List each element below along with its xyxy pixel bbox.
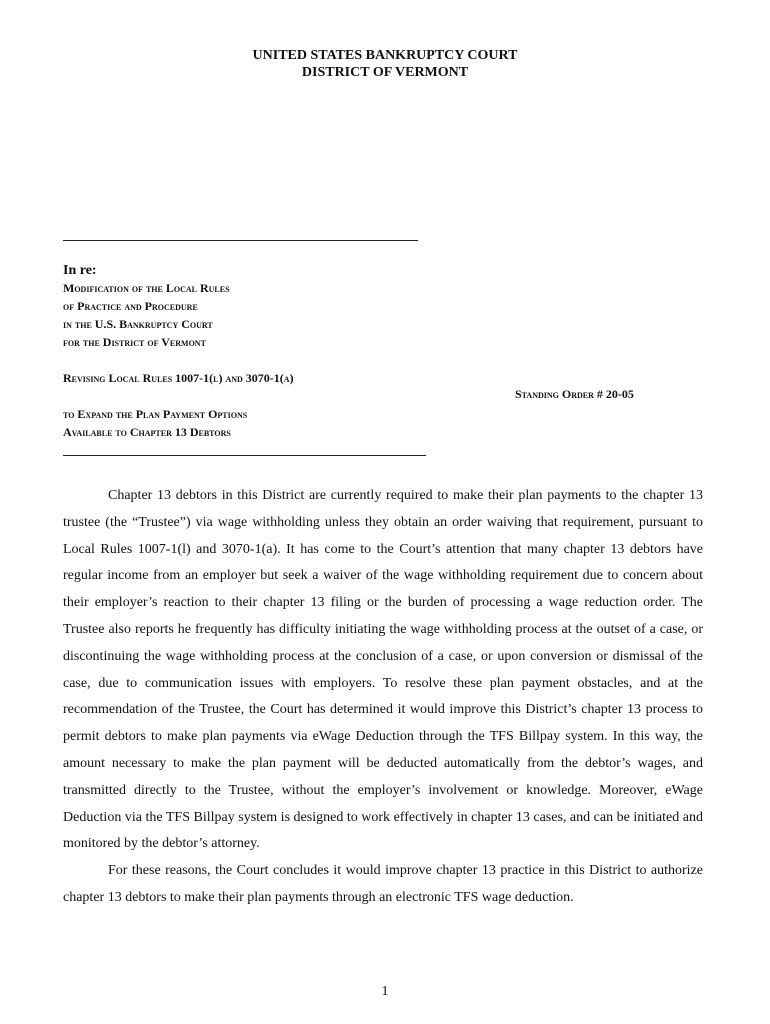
in-re-label: In re:	[63, 263, 97, 278]
caption-title-line-4: for the District of Vermont	[63, 335, 206, 349]
caption-revising: Revising Local Rules 1007-1(l) and 3070-1(a)	[63, 371, 294, 385]
court-name: UNITED STATES BANKRUPTCY COURT	[252, 48, 518, 63]
caption-purpose-line-2: Available to Chapter 13 Debtors	[63, 425, 231, 439]
court-district: DISTRICT OF VERMONT	[301, 65, 469, 80]
page-number: 1	[381, 984, 389, 999]
caption-title-line-1: Modification of the Local Rules	[63, 281, 230, 295]
body-paragraph: Chapter 13 debtors in this District are currently required to make their plan payments to the chapter 13 trustee (the “Trustee”) via wage withholding unless they obtain an order waiving that requirement, pursuant to Local Rules 1007-1(l) and 3070-1(a). It has come to the Court’s attention that many chapter 13 debtors have regular income from an employer but seek a waiver of the wage withholding requirement due to concern about their employer’s reaction to their chapter 13 filing or the burden of processing a wage reduction order. The Trustee also reports he frequently has difficulty initiating the wage withholding process at the outset of a case, or discontinuing the wage withholding process at the conclusion of a case, or upon conversion or dismissal of the case, due to communication issues with employers. To resolve these plan payment obstacles, and at the recommendation of the Trustee, the Court has determined it would improve this District’s chapter 13 process to permit debtors to make plan payments via eWage Deduction through the TFS Billpay system. In this way, the amount necessary to make the plan payment will be deducted automatically from the debtor’s wages, and transmitted directly to the Trustee, without the employer’s involvement or knowledge. Moreover, eWage Deduction via the TFS Billpay system is designed to work effectively in chapter 13 cases, and can be initiated and monitored by the debtor’s attorney.	[63, 488, 703, 852]
caption-bottom-rule	[63, 455, 426, 456]
court-heading	[0, 47, 770, 81]
order-body	[63, 483, 703, 912]
caption-purpose-line-1: to Expand the Plan Payment Options	[63, 407, 248, 421]
body-paragraph: For these reasons, the Court concludes it would improve chapter 13 practice in this District to authorize chapter 13 debtors to make their plan payments through an electronic TFS wage deduction.	[63, 863, 703, 905]
caption-title-line-2: of Practice and Procedure	[63, 299, 198, 313]
standing-order-number: Standing Order # 20-05	[515, 387, 634, 401]
caption-top-rule	[63, 240, 418, 241]
caption-title-line-3: in the U.S. Bankruptcy Court	[63, 317, 213, 331]
